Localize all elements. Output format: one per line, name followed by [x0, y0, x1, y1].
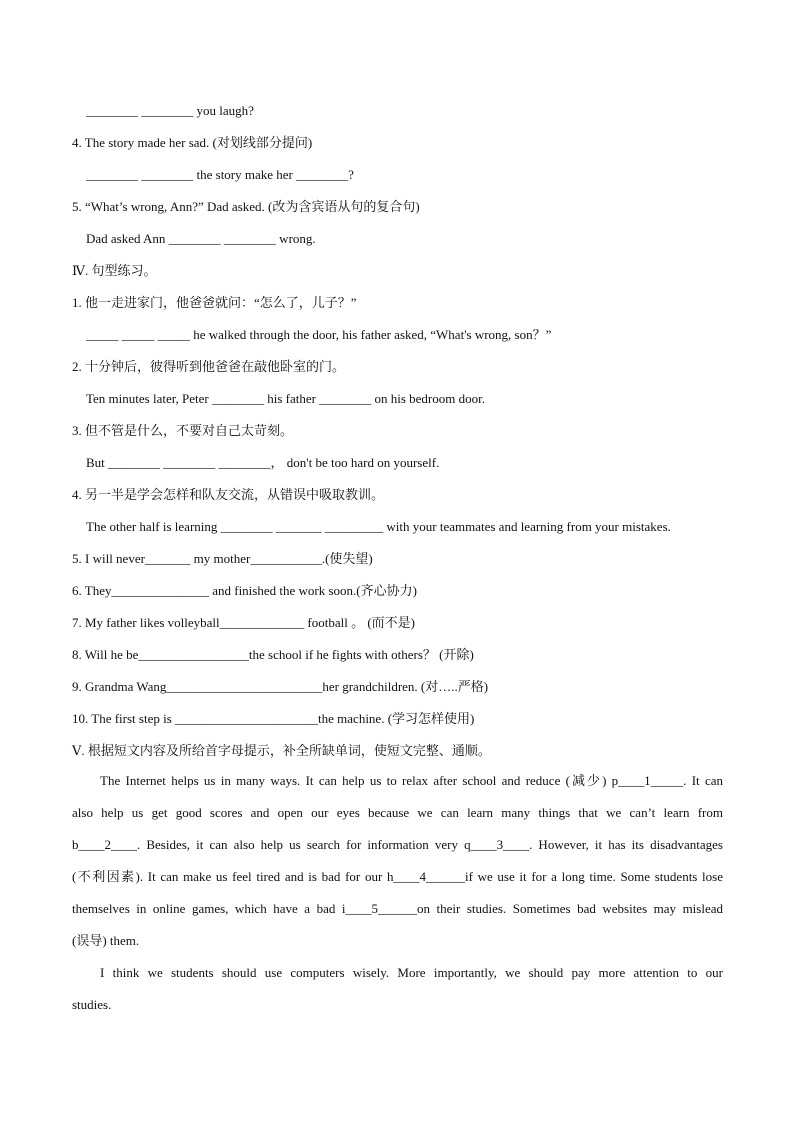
passage-line: I think we students should use computers wisely. More importantly, we should pay more attention to our: [100, 965, 723, 980]
passage-paragraph-2: [72, 964, 723, 1028]
item-8: 8. Will he be_________________the school if he fights with others？ (开除): [72, 647, 474, 662]
passage-line: also help us get good scores and open our eyes because we can learn many things that we can’t learn from: [72, 805, 723, 820]
item-7: 7. My father likes volleyball_____________ football 。 (而不是): [72, 615, 416, 630]
question-5: 5. “What’s wrong, Ann?” Dad asked. (改为含宾语从句的复合句): [72, 199, 420, 214]
passage-line: b____2____. Besides, it can also help us search for information very q____3____. However, it has its disadvantages: [72, 837, 723, 852]
item-5: 5. I will never_______ my mother___________.(使失望): [72, 551, 373, 566]
passage-line: (误导) them.: [72, 933, 140, 948]
passage-line: studies.: [72, 997, 112, 1012]
sentence-1-answer: _____ _____ _____ he walked through the door, his father asked, “What's wrong, son？”: [86, 327, 552, 342]
sentence-2-prompt: 2. 十分钟后，彼得听到他爸爸在敲他卧室的门。: [72, 359, 346, 374]
sentence-2-answer: Ten minutes later, Peter ________ his father ________ on his bedroom door.: [86, 391, 485, 406]
question-4: 4. The story made her sad. (对划线部分提问): [72, 135, 313, 150]
sentence-3-answer: But ________ ________ ________， don't be too hard on yourself.: [86, 455, 440, 470]
item-10: 10. The first step is ______________________the machine. (学习怎样使用): [72, 711, 475, 726]
sentence-4-prompt: 4. 另一半是学会怎样和队友交流，从错误中吸取教训。: [72, 487, 385, 502]
passage-line: themselves in online games, which have a bad i____5______on their studies. Sometimes bad websites may mislead: [72, 901, 723, 916]
item-9: 9. Grandma Wang________________________her grandchildren. (对…..严格): [72, 679, 489, 694]
sentence-1-prompt: 1. 他一走进家门，他爸爸就问：“怎么了，儿子？”: [72, 295, 357, 310]
section-4-heading: Ⅳ. 句型练习。: [72, 263, 157, 278]
answer-line-5: Dad asked Ann ________ ________ wrong.: [86, 231, 316, 246]
answer-line-4: ________ ________ the story make her ________?: [86, 167, 354, 182]
passage-paragraph-1: [72, 772, 723, 964]
passage-line: The Internet helps us in many ways. It can help us to relax after school and reduce (减少) p____1_____. It can: [100, 773, 723, 788]
passage-line: (不利因素). It can make us feel tired and is bad for our h____4______if we use it for a long time. Some students lose: [72, 869, 723, 884]
section-5-heading: Ⅴ. 根据短文内容及所给首字母提示，补全所缺单词，使短文完整、通顺。: [72, 743, 491, 758]
item-6: 6. They_______________ and finished the work soon.(齐心协力): [72, 583, 417, 598]
sentence-4-answer: The other half is learning ________ _______ _________ with your teammates and learning from your mistakes.: [86, 519, 671, 534]
sentence-3-prompt: 3. 但不管是什么，不要对自己太苛刻。: [72, 423, 294, 438]
answer-line-3: ________ ________ you laugh?: [86, 103, 254, 118]
